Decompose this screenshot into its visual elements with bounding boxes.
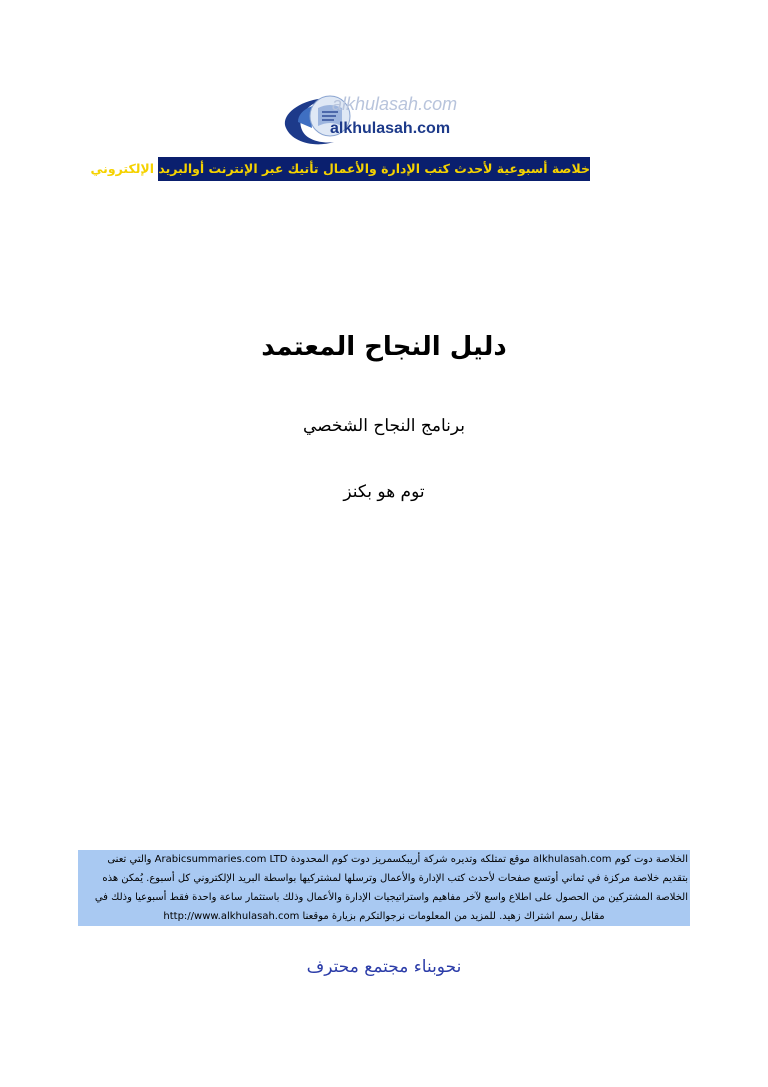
logo-ghost-text: alkhulasah.com (332, 94, 458, 114)
info-line-2: بتقديم خلاصة مركزة في ثماني أوتسع صفحات لأحدث كتب الإدارة والأعمال وترسلها لمشتركيها بواسطة البريد الإلكتروني كل أسبوع. يُمكن هذه (102, 873, 688, 884)
document-author: توم هو بكنز (343, 482, 425, 502)
info-line-3: الخلاصة المشتركين من الحصول على اطلاع واسع لآخر مفاهيم واستراتيجيات الإدارة والأعمال وذلك باستثمار ساعة واحدة فقط أسبوعيا وذلك في (94, 892, 688, 903)
logo-brand-text: alkhulasah.com (330, 120, 451, 137)
footer-slogan: نحوبناء مجتمع محترف (306, 957, 462, 977)
publisher-info-box (78, 850, 690, 926)
document-subtitle: برنامج النجاح الشخصي (302, 416, 466, 436)
info-line-1: الخلاصة دوت كوم alkhulasah.com موقع تمتلكه وتديره شركة أريبكسمريز دوت كوم المحدودة Arabicsummaries.com LTD والتي تعنى (107, 854, 688, 865)
tagline-banner: خلاصة أسبوعية لأحدث كتب الإدارة والأعمال تأتيك عبر الإنترنت أوالبريد الإلكتروني (158, 157, 590, 181)
alkhulasah-logo-icon (278, 76, 468, 156)
document-title: دليل النجاح المعتمد (261, 332, 507, 362)
info-line-4: مقابل رسم اشتراك زهيد. للمزيد من المعلومات نرجوالتكرم بزيارة موقعنا http://www.alkhulasah.com (163, 911, 605, 922)
alkhulasah-logo (278, 76, 468, 156)
